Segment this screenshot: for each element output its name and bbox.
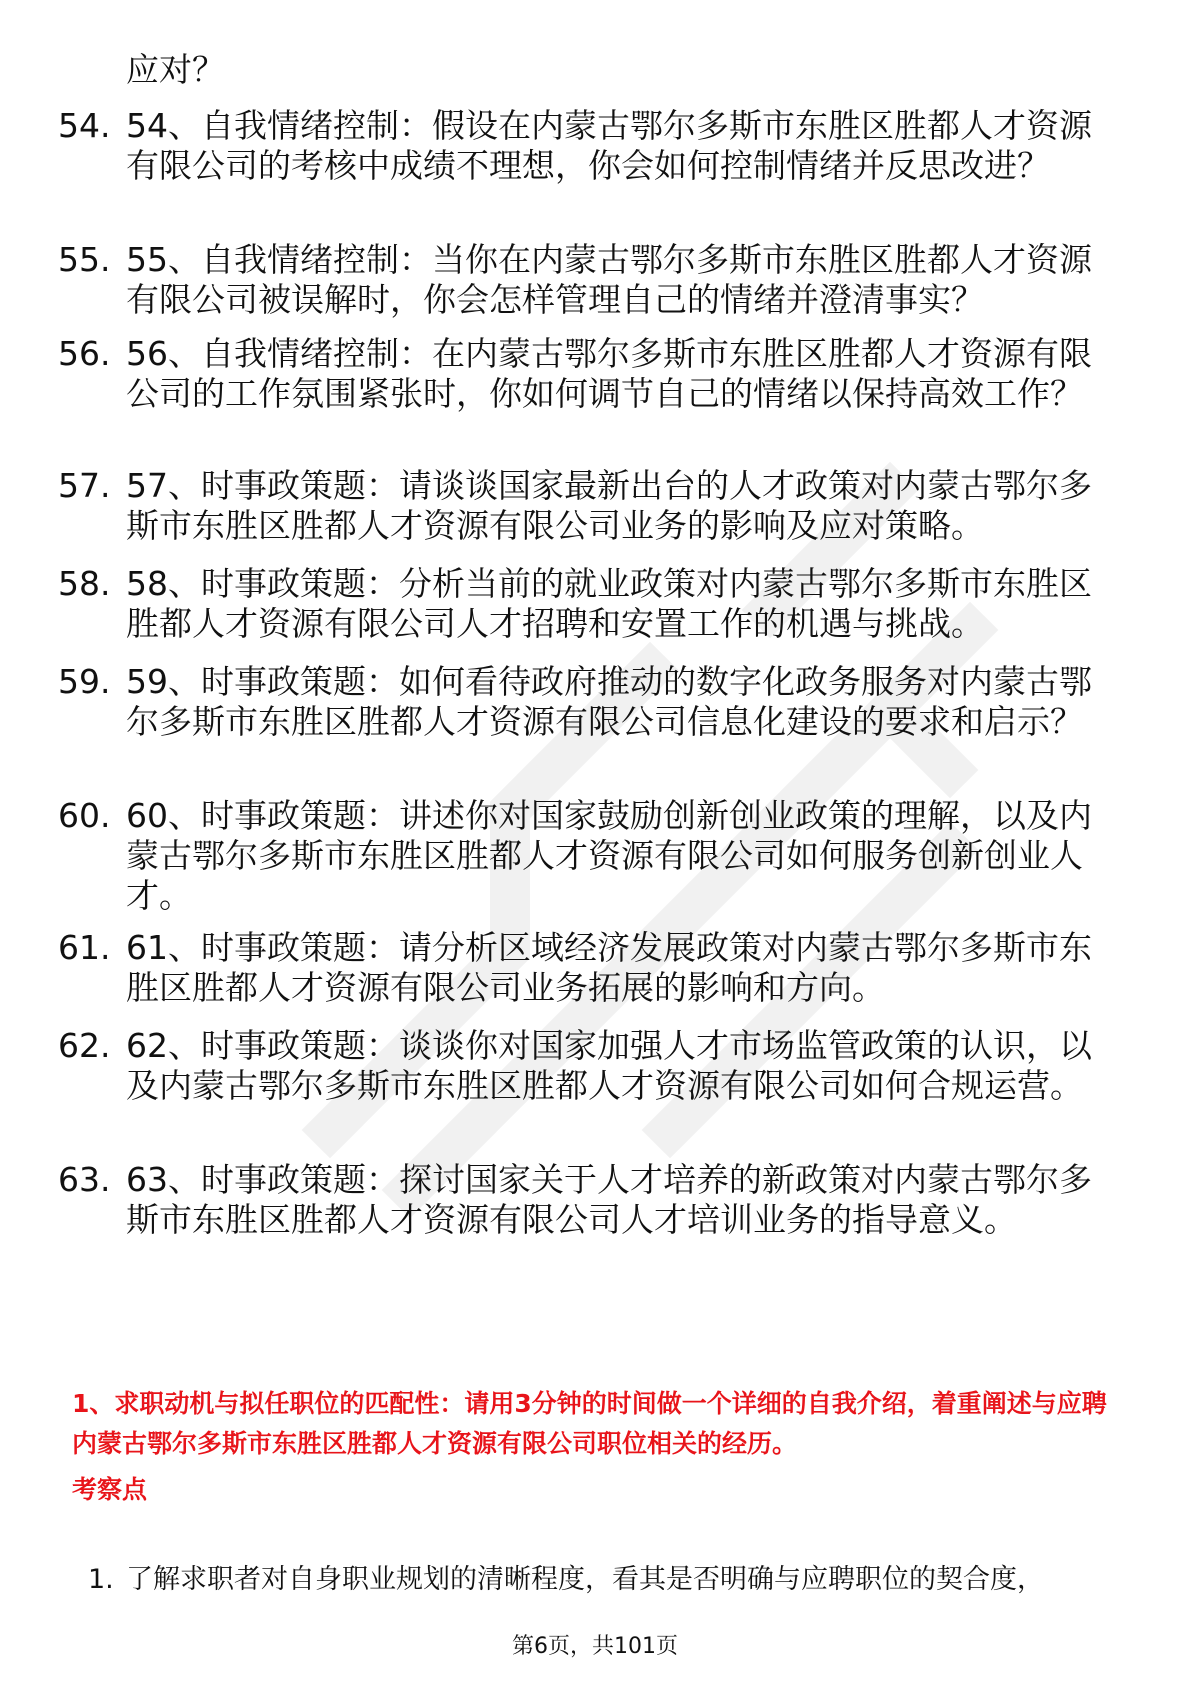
continuation-text: 应对？ bbox=[126, 50, 225, 89]
list-item bbox=[58, 466, 1118, 546]
item-number: 55. bbox=[58, 240, 111, 279]
item-number: 57. bbox=[58, 466, 111, 505]
item-number: 63. bbox=[58, 1160, 111, 1199]
item-text: 61、时事政策题：请分析区域经济发展政策对内蒙古鄂尔多斯市东胜区胜都人才资源有限公司业务拓展的影响和方向。 bbox=[126, 928, 1092, 1007]
item-number: 62. bbox=[58, 1026, 111, 1065]
item-text: 了解求职者对自身职业规划的清晰程度，看其是否明确与应聘职位的契合度， bbox=[126, 1564, 1044, 1595]
highlight-question: 1、求职动机与拟任职位的匹配性：请用3分钟的时间做一个详细的自我介绍，着重阐述与应聘内蒙古鄂尔多斯市东胜区胜都人才资源有限公司职位相关的经历。 bbox=[72, 1389, 1107, 1458]
item-text: 55、自我情绪控制：当你在内蒙古鄂尔多斯市东胜区胜都人才资源有限公司被误解时，你会怎样管理自己的情绪并澄清事实？ bbox=[126, 240, 1092, 319]
section-heading: 考察点 bbox=[72, 1475, 148, 1504]
item-text: 54、自我情绪控制：假设在内蒙古鄂尔多斯市东胜区胜都人才资源有限公司的考核中成绩不理想，你会如何控制情绪并反思改进？ bbox=[126, 106, 1092, 185]
list-item bbox=[58, 1160, 1118, 1240]
item-number: 1. bbox=[88, 1564, 114, 1595]
list-item bbox=[58, 928, 1118, 1008]
item-text: 56、自我情绪控制：在内蒙古鄂尔多斯市东胜区胜都人才资源有限公司的工作氛围紧张时，你如何调节自己的情绪以保持高效工作？ bbox=[126, 334, 1092, 413]
item-text: 63、时事政策题：探讨国家关于人才培养的新政策对内蒙古鄂尔多斯市东胜区胜都人才资源有限公司人才培训业务的指导意义。 bbox=[126, 1160, 1092, 1239]
list-item bbox=[58, 1026, 1118, 1106]
list-item bbox=[58, 662, 1118, 742]
item-number: 59. bbox=[58, 662, 111, 701]
page-footer: 第6页，共101页 bbox=[512, 1634, 678, 1659]
list-item bbox=[58, 564, 1118, 644]
item-number: 54. bbox=[58, 106, 111, 145]
item-text: 62、时事政策题：谈谈你对国家加强人才市场监管政策的认识，以及内蒙古鄂尔多斯市东胜区胜都人才资源有限公司如何合规运营。 bbox=[126, 1026, 1092, 1105]
item-number: 60. bbox=[58, 796, 111, 835]
item-text: 58、时事政策题：分析当前的就业政策对内蒙古鄂尔多斯市东胜区胜都人才资源有限公司人才招聘和安置工作的机遇与挑战。 bbox=[126, 564, 1092, 643]
item-text: 57、时事政策题：请谈谈国家最新出台的人才政策对内蒙古鄂尔多斯市东胜区胜都人才资源有限公司业务的影响及应对策略。 bbox=[126, 466, 1092, 545]
list-item bbox=[58, 334, 1118, 414]
item-number: 61. bbox=[58, 928, 111, 967]
list-item bbox=[58, 106, 1118, 186]
item-text: 59、时事政策题：如何看待政府推动的数字化政务服务对内蒙古鄂尔多斯市东胜区胜都人才资源有限公司信息化建设的要求和启示？ bbox=[126, 662, 1092, 741]
item-number: 58. bbox=[58, 564, 111, 603]
list-item bbox=[58, 240, 1118, 320]
list-item bbox=[88, 1560, 1128, 1600]
item-text: 60、时事政策题：讲述你对国家鼓励创新创业政策的理解，以及内蒙古鄂尔多斯市东胜区胜都人才资源有限公司如何服务创新创业人才。 bbox=[126, 796, 1092, 915]
list-item bbox=[58, 796, 1118, 916]
item-number: 56. bbox=[58, 334, 111, 373]
